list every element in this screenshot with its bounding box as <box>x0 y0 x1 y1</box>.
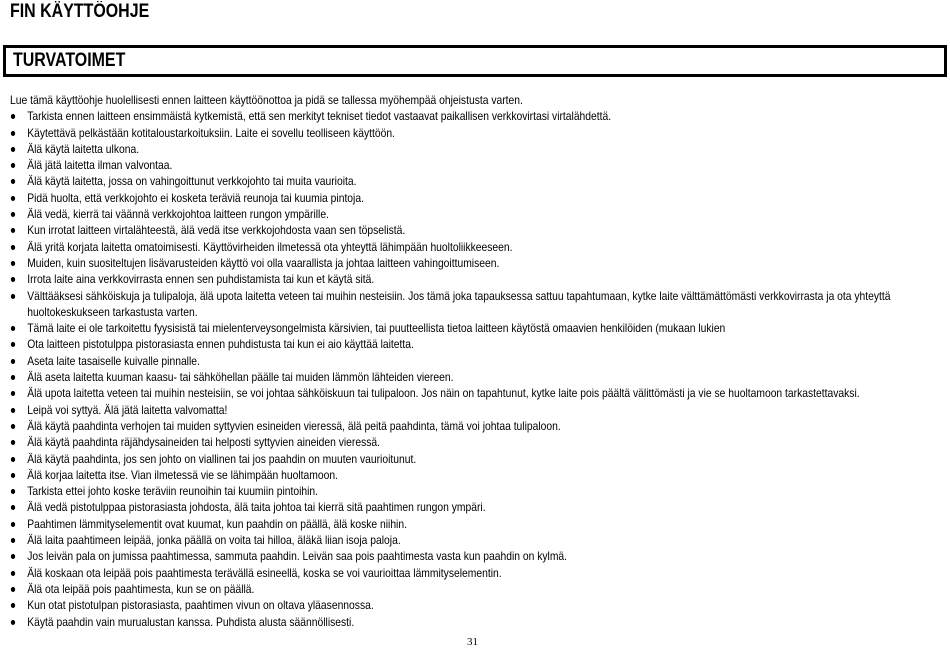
list-item <box>10 157 939 173</box>
bullet-icon <box>11 228 15 233</box>
list-item-text: Aseta laite tasaiselle kuivalle pinnalle. <box>27 353 200 368</box>
list-item-text: Paahtimen lämmityselementit ovat kuumat, kun paahdin on päällä, älä koske niihin. <box>27 516 407 531</box>
list-item-text: Älä upota laitetta veteen tai muihin nesteisiin, se voi johtaa sähköiskuun tai tulipaloon. Jos näin on tapahtunut, kytke laite pois päältä välittömästi ja vie se huoltamoon tarkastettavaksi. <box>27 386 860 401</box>
bullet-icon <box>11 359 15 364</box>
bullet-icon <box>11 391 15 396</box>
list-item <box>10 288 939 321</box>
list-item-text: Ota laitteen pistotulppa pistorasiasta ennen puhdistusta tai kun ei aio käyttää laitetta. <box>27 337 414 352</box>
list-item <box>10 108 939 124</box>
list-item-text: Älä jätä laitetta ilman valvontaa. <box>27 158 173 173</box>
bullet-icon <box>11 424 15 429</box>
bullet-icon <box>11 163 15 168</box>
bullet-icon <box>11 473 15 478</box>
list-item <box>10 516 939 532</box>
list-item-text: Älä aseta laitetta kuuman kaasu- tai sähköhellan päälle tai muiden lämmön lähteiden viereen. <box>27 370 454 385</box>
list-item-text: Älä käytä paahdinta räjähdysaineiden tai helposti syttyvien aineiden vieressä. <box>27 435 381 450</box>
list-item-text: Käytettävä pelkästään kotitaloustarkoituksiin. Laite ei sovellu teolliseen käyttöön. <box>27 125 395 140</box>
list-item <box>10 320 939 336</box>
list-item-text: Älä korjaa laitetta itse. Vian ilmetessä vie se lähimpään huoltamoon. <box>27 467 338 482</box>
list-item <box>10 125 939 141</box>
bullet-icon <box>11 147 15 152</box>
list-item <box>10 369 939 385</box>
list-item-text: Älä laita paahtimeen leipää, jonka päällä on voita tai hilloa, äläkä liian isoja paloja. <box>27 533 401 548</box>
list-item-text: Kun irrotat laitteen virtalähteestä, älä vedä itse verkkojohdosta vaan sen töpselistä. <box>27 223 406 238</box>
bullet-icon <box>11 261 15 266</box>
list-item-text: Älä vedä, kierrä tai väännä verkkojohtoa laitteen rungon ympärille. <box>27 207 329 222</box>
list-item-text: Älä ota leipää pois paahtimesta, kun se on päällä. <box>27 581 255 596</box>
list-item-text: Tarkista ettei johto koske teräviin reunoihin tai kuumiin pintoihin. <box>27 484 319 499</box>
intro-paragraph: Lue tämä käyttöohje huolellisesti ennen laitteen käyttöönottoa ja pidä se tallessa myöhempää ohjeistusta varten. <box>10 93 523 107</box>
list-item <box>10 141 939 157</box>
bullet-icon <box>11 505 15 510</box>
bullet-icon <box>11 408 15 413</box>
list-item-text: Välttääksesi sähköiskuja ja tulipaloja, älä upota laitetta veteen tai muihin nesteisiin. Jos tämä joka tapauksessa sattuu tapahtumaan, kytke laite välttämättömästi verkkovirrasta ja ota yhteyttä huoltokeskukseen tarkastusta varten. <box>27 288 891 319</box>
list-item-text: Älä käytä paahdinta, jos sen johto on viallinen tai jos paahdin on muuten vaurioitunut. <box>27 451 417 466</box>
list-item <box>10 206 939 222</box>
document-body <box>10 92 939 630</box>
list-item <box>10 271 939 287</box>
bullet-icon <box>11 554 15 559</box>
list-item <box>10 565 939 581</box>
bullet-icon <box>11 277 15 282</box>
list-item-text: Älä käytä laitetta, jossa on vahingoittunut verkkojohto tai muita vaurioita. <box>27 174 357 189</box>
bullet-icon <box>11 114 15 119</box>
list-item <box>10 255 939 271</box>
list-item <box>10 614 939 630</box>
safety-list <box>10 108 939 630</box>
list-item <box>10 532 939 548</box>
bullet-icon <box>11 538 15 543</box>
bullet-icon <box>11 571 15 576</box>
list-item-text: Älä yritä korjata laitetta omatoimisesti. Käyttövirheiden ilmetessä ota yhteyttä lähimpään huoltoliikkeeseen. <box>27 239 513 254</box>
bullet-icon <box>11 489 15 494</box>
list-item <box>10 451 939 467</box>
list-item-text: Älä vedä pistotulppaa pistorasiasta johdosta, älä taita johtoa tai kierrä sitä paahtimen rungon ympäri. <box>27 500 486 515</box>
bullet-icon <box>11 603 15 608</box>
list-item <box>10 418 939 434</box>
bullet-icon <box>11 375 15 380</box>
bullet-icon <box>11 620 15 625</box>
bullet-icon <box>11 212 15 217</box>
list-item <box>10 402 939 418</box>
bullet-icon <box>11 245 15 250</box>
list-item <box>10 190 939 206</box>
list-item-text: Kun otat pistotulpan pistorasiasta, paahtimen vivun on oltava yläasennossa. <box>27 598 374 613</box>
list-item <box>10 173 939 189</box>
bullet-icon <box>11 326 15 331</box>
page-number: 31 <box>467 636 478 648</box>
list-item <box>10 483 939 499</box>
list-item-text: Älä koskaan ota leipää pois paahtimesta terävällä esineellä, koska se voi vaurioittaa lämmityselementin. <box>27 565 502 580</box>
list-item <box>10 336 939 352</box>
list-item-text: Pidä huolta, että verkkojohto ei kosketa teräviä reunoja tai kuumia pintoja. <box>27 190 364 205</box>
list-item <box>10 239 939 255</box>
list-item <box>10 548 939 564</box>
bullet-icon <box>11 522 15 527</box>
list-item-text: Käytä paahdin vain murualustan kanssa. Puhdista alusta säännöllisesti. <box>27 614 355 629</box>
bullet-icon <box>11 587 15 592</box>
bullet-icon <box>11 440 15 445</box>
section-header-box <box>3 45 947 77</box>
bullet-icon <box>11 196 15 201</box>
list-item <box>10 353 939 369</box>
list-item <box>10 499 939 515</box>
bullet-icon <box>11 294 15 299</box>
list-item <box>10 597 939 613</box>
list-item-text: Muiden, kuin suositeltujen lisävarusteiden käyttö voi olla vaarallista ja johtaa laitteen vahingoittumiseen. <box>27 255 500 270</box>
section-title: TURVATOIMET <box>13 50 126 71</box>
list-item <box>10 385 939 401</box>
list-item-text: Tarkista ennen laitteen ensimmäistä kytkemistä, että sen merkityt tekniset tiedot vastaavat paikallisen verkkovirtasi virtalähdettä. <box>27 109 612 124</box>
bullet-icon <box>11 342 15 347</box>
list-item-text: Leipä voi syttyä. Älä jätä laitetta valvomatta! <box>27 402 228 417</box>
list-item <box>10 581 939 597</box>
list-item-text: Jos leivän pala on jumissa paahtimessa, sammuta paahdin. Leivän saa pois paahtimesta vasta kun paahdin on kylmä. <box>27 549 568 564</box>
list-item-text: Älä käytä paahdinta verhojen tai muiden syttyvien esineiden vieressä, älä peitä paahdinta, tämä voi johtaa tulipaloon. <box>27 418 561 433</box>
bullet-icon <box>11 179 15 184</box>
bullet-icon <box>11 457 15 462</box>
list-item-text: Irrota laite aina verkkovirrasta ennen sen puhdistamista tai kun et käytä sitä. <box>27 272 375 287</box>
list-item <box>10 222 939 238</box>
page-title: FIN KÄYTTÖOHJE <box>10 1 150 22</box>
list-item-text: Älä käytä laitetta ulkona. <box>27 141 140 156</box>
list-item-text: Tämä laite ei ole tarkoitettu fyysisistä tai mielenterveysongelmista kärsivien, tai puutteellista tietoa laitteen käytöstä omaavien henkilöiden (mukaan lukien <box>27 321 726 336</box>
list-item <box>10 434 939 450</box>
bullet-icon <box>11 131 15 136</box>
list-item <box>10 467 939 483</box>
